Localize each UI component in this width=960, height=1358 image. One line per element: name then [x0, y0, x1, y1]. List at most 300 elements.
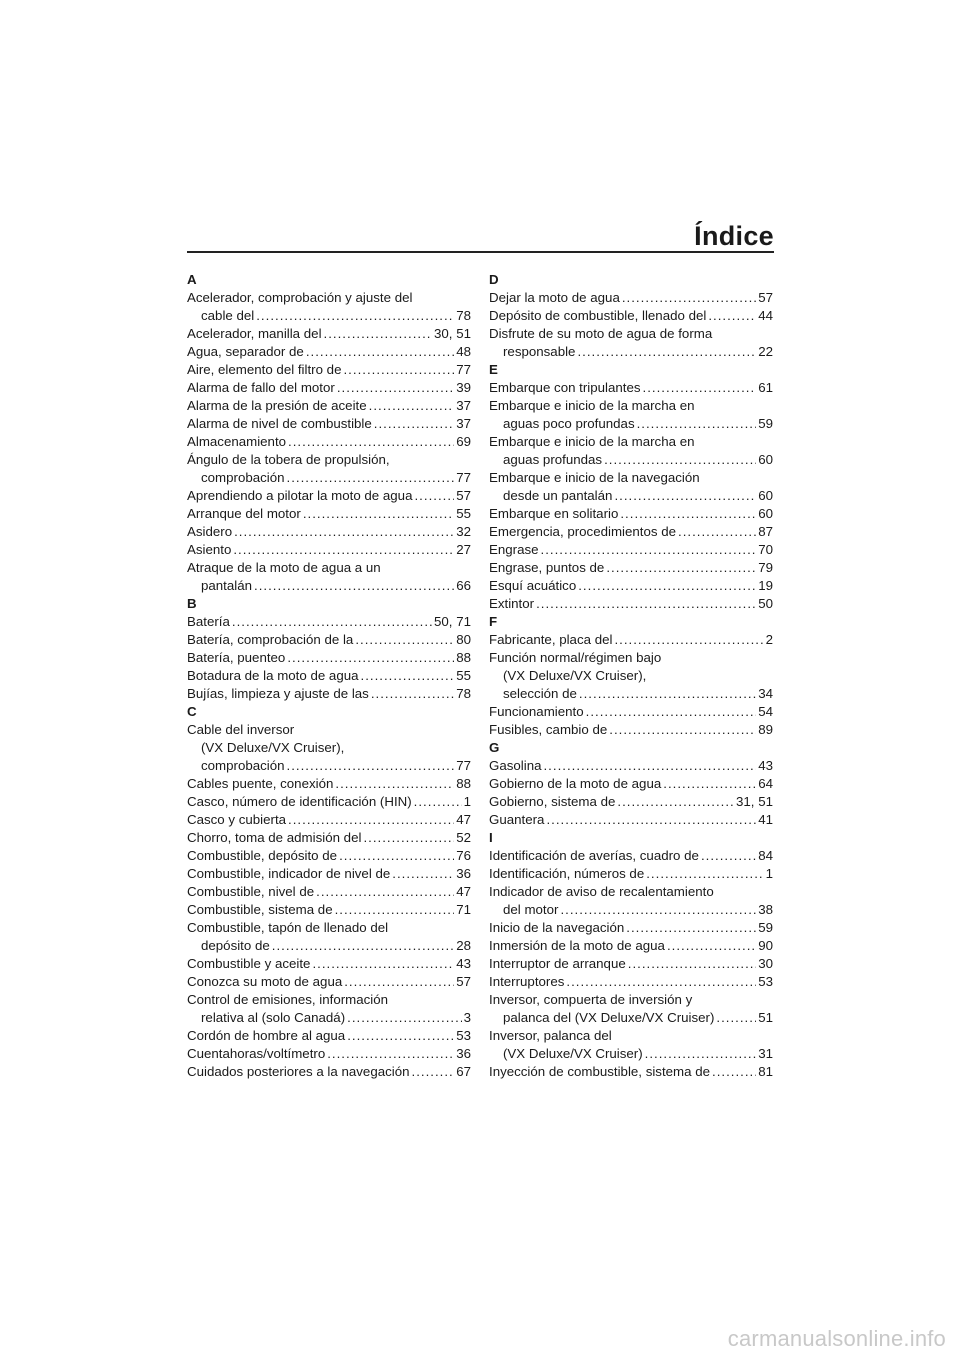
index-entry	[187, 685, 471, 703]
index-column-left	[187, 271, 471, 1081]
index-entry-line	[187, 523, 471, 541]
index-entry-text: aguas profundas	[503, 452, 603, 467]
dot-leader	[287, 469, 455, 487]
dot-leader	[303, 505, 454, 523]
dot-leader	[312, 955, 454, 973]
index-entry-line	[489, 1063, 773, 1081]
index-page-number: 39	[456, 380, 471, 395]
dot-leader	[622, 289, 756, 307]
dot-leader	[712, 1063, 756, 1081]
index-entry	[489, 523, 773, 541]
index-entry-line	[187, 613, 471, 631]
index-entry	[489, 631, 773, 649]
index-page-number: 59	[758, 920, 773, 935]
dot-leader	[306, 343, 454, 361]
index-entry-text: del motor	[503, 902, 559, 917]
index-entry-line	[489, 559, 773, 577]
index-page-number: 1	[463, 794, 471, 809]
watermark: carmanualsonline.info	[727, 1326, 946, 1351]
index-entry-line	[489, 703, 773, 721]
dot-leader	[614, 487, 756, 505]
index-page-number: 78	[456, 686, 471, 701]
index-page-number: 79	[758, 560, 773, 575]
index-entry-line	[489, 811, 773, 829]
index-page-number: 71	[456, 902, 471, 917]
index-entry-text: Alarma de la presión de aceite	[187, 398, 367, 413]
index-page-number: 55	[456, 668, 471, 683]
index-entry-text: Engrase, puntos de	[489, 560, 605, 575]
index-entry-line	[187, 307, 471, 325]
dot-leader	[560, 901, 756, 919]
index-entry-text: (VX Deluxe/VX Cruiser),	[503, 668, 647, 683]
dot-leader	[643, 379, 757, 397]
index-page-number: 55	[456, 506, 471, 521]
index-entry	[187, 379, 471, 397]
page-title: Índice	[694, 221, 774, 251]
index-entry-text: Combustible, depósito de	[187, 848, 338, 863]
index-entry-text: Cable del inversor	[187, 722, 295, 737]
index-entry-line	[489, 847, 773, 865]
index-entry-text: Embarque e inicio de la marcha en	[489, 434, 695, 449]
index-entry-line	[187, 379, 471, 397]
index-entry-line	[187, 415, 471, 433]
index-entry-text: comprobación	[201, 758, 285, 773]
index-letter-heading: C	[187, 704, 197, 719]
index-page-number: 64	[758, 776, 773, 791]
index-entry-text: depósito de	[201, 938, 270, 953]
index-page-number: 90	[758, 938, 773, 953]
index-entry	[489, 937, 773, 955]
dot-leader	[604, 451, 756, 469]
index-entry-line	[489, 1045, 773, 1063]
index-entry	[489, 379, 773, 397]
index-entry-text: Disfrute de su moto de agua de forma	[489, 326, 713, 341]
index-entry-text: Embarque en solitario	[489, 506, 619, 521]
index-page-number: 48	[456, 344, 471, 359]
index-entry-text: Dejar la moto de agua	[489, 290, 620, 305]
index-page-number: 36	[456, 1046, 471, 1061]
dot-leader	[626, 919, 756, 937]
index-entry-text: Depósito de combustible, llenado del	[489, 308, 707, 323]
index-entry-text: Atraque de la moto de agua a un	[187, 560, 381, 575]
index-entry-text: aguas poco profundas	[503, 416, 635, 431]
index-entry-line	[187, 505, 471, 523]
index-entry	[489, 973, 773, 991]
index-entry	[489, 577, 773, 595]
dot-leader	[546, 811, 756, 829]
index-letter-heading: B	[187, 596, 197, 611]
index-page-number: 60	[758, 452, 773, 467]
index-entry	[489, 757, 773, 775]
index-column-right	[489, 271, 773, 1081]
index-entry	[187, 397, 471, 415]
index-page-number: 37	[456, 398, 471, 413]
index-entry-line	[489, 415, 773, 433]
index-page-number: 80	[456, 632, 471, 647]
dot-leader	[254, 577, 454, 595]
index-page-number: 30, 51	[434, 326, 471, 341]
index-entry	[187, 649, 471, 667]
index-page-number: 3	[463, 1010, 471, 1025]
index-letter-heading: F	[489, 614, 498, 629]
dot-leader	[716, 1009, 756, 1027]
index-page-number: 61	[758, 380, 773, 395]
index-entry-line	[187, 1063, 471, 1081]
dot-leader	[369, 397, 455, 415]
index-entry-text: Batería, comprobación de la	[187, 632, 354, 647]
index-entry-line	[489, 451, 773, 469]
index-page-number: 87	[758, 524, 773, 539]
dot-leader	[614, 631, 763, 649]
index-page-number: 22	[758, 344, 773, 359]
dot-leader	[412, 1063, 455, 1081]
index-entry-line	[187, 865, 471, 883]
dot-leader	[327, 1045, 454, 1063]
index-entry-line	[489, 919, 773, 937]
index-entry-text: Embarque e inicio de la marcha en	[489, 398, 695, 413]
index-entry	[187, 829, 471, 847]
index-page-number: 31, 51	[736, 794, 773, 809]
index-entry-line	[187, 1045, 471, 1063]
index-entry	[187, 433, 471, 451]
index-entry-line	[187, 433, 471, 451]
index-entry-text: Batería	[187, 614, 230, 629]
index-entry	[187, 541, 471, 559]
index-entry-text: Guantera	[489, 812, 545, 827]
index-entry-line	[187, 649, 471, 667]
index-entry-line	[187, 325, 471, 343]
index-entry-line	[489, 757, 773, 775]
index-entry-line	[489, 577, 773, 595]
index-entry-text: Indicador de aviso de recalentamiento	[489, 884, 714, 899]
index-entry	[489, 721, 773, 739]
index-entry-text: Botadura de la moto de agua	[187, 668, 359, 683]
dot-leader	[371, 685, 454, 703]
index-entry-line	[187, 487, 471, 505]
dot-leader	[339, 847, 454, 865]
dot-leader	[324, 325, 432, 343]
index-entry-text: Alarma de fallo del motor	[187, 380, 335, 395]
index-entry	[187, 973, 471, 991]
index-entry	[187, 865, 471, 883]
index-entry-text: Asidero	[187, 524, 233, 539]
index-entry	[187, 289, 471, 325]
index-entry-text: desde un pantalán	[503, 488, 613, 503]
index-entry-line	[489, 595, 773, 613]
index-page-number: 77	[456, 470, 471, 485]
index-entry	[187, 361, 471, 379]
index-entry-line	[489, 523, 773, 541]
index-page-number: 57	[456, 974, 471, 989]
index-entry-text: Batería, puenteo	[187, 650, 286, 665]
index-entry-line	[187, 829, 471, 847]
index-entry	[489, 883, 773, 919]
index-entry-text: Interruptor de arranque	[489, 956, 626, 971]
index-entry-text: Inicio de la navegación	[489, 920, 625, 935]
index-entry-line	[187, 361, 471, 379]
dot-leader	[646, 865, 763, 883]
index-entry-text: Asiento	[187, 542, 232, 557]
dot-leader	[620, 505, 756, 523]
index-entry-text: Inversor, compuerta de inversión y	[489, 992, 693, 1007]
index-entry-text: Control de emisiones, información	[187, 992, 389, 1007]
index-entry	[187, 451, 471, 487]
index-page-number: 50	[758, 596, 773, 611]
index-entry-text: Fusibles, cambio de	[489, 722, 608, 737]
index-entry-text: Esquí acuático	[489, 578, 577, 593]
index-entry-text: Gobierno de la moto de agua	[489, 776, 662, 791]
index-entry	[489, 325, 773, 361]
index-entry-text: Engrase	[489, 542, 539, 557]
index-page-number: 28	[456, 938, 471, 953]
index-entry	[489, 703, 773, 721]
index-entry-text: (VX Deluxe/VX Cruiser)	[503, 1046, 643, 1061]
index-entry-text: Cuidados posteriores a la navegación	[187, 1064, 410, 1079]
index-page-number: 43	[456, 956, 471, 971]
index-entry	[489, 991, 773, 1027]
index-entry-text: cable del	[201, 308, 255, 323]
index-entry	[489, 775, 773, 793]
dot-leader	[288, 811, 454, 829]
index-entry-line	[489, 955, 773, 973]
index-entry	[489, 397, 773, 433]
dot-leader	[663, 775, 756, 793]
index-entry-text: Combustible, sistema de	[187, 902, 333, 917]
index-entry-line	[489, 307, 773, 325]
index-page-number: 88	[456, 776, 471, 791]
index-entry-text: (VX Deluxe/VX Cruiser),	[201, 740, 345, 755]
index-page-number: 30	[758, 956, 773, 971]
index-letter-heading: A	[187, 272, 197, 287]
index-entry-line	[187, 397, 471, 415]
index-entry-text: Combustible, nivel de	[187, 884, 315, 899]
dot-leader	[414, 793, 462, 811]
index-entry	[489, 847, 773, 865]
index-entry	[489, 811, 773, 829]
index-entry	[489, 289, 773, 307]
index-entry	[187, 919, 471, 955]
index-entry	[489, 505, 773, 523]
index-entry-text: Embarque con tripulantes	[489, 380, 641, 395]
index-page-number: 53	[456, 1028, 471, 1043]
index-entry	[187, 523, 471, 541]
index-entry-text: Inmersión de la moto de agua	[489, 938, 665, 953]
index-page-number: 36	[456, 866, 471, 881]
dot-leader	[606, 559, 756, 577]
index-entry	[489, 793, 773, 811]
index-entry	[489, 919, 773, 937]
dot-leader	[361, 667, 455, 685]
index-entry-text: Cordón de hombre al agua	[187, 1028, 346, 1043]
index-entry-line	[489, 343, 773, 361]
index-entry-text: selección de	[503, 686, 577, 701]
index-entry	[187, 415, 471, 433]
index-entry	[187, 901, 471, 919]
index-entry-line	[187, 847, 471, 865]
index-page-number: 2	[765, 632, 773, 647]
index-entry-line	[187, 775, 471, 793]
index-letter-heading: G	[489, 740, 500, 755]
dot-leader	[233, 541, 454, 559]
index-page-number: 60	[758, 506, 773, 521]
index-entry-text: Aprendiendo a pilotar la moto de agua	[187, 488, 413, 503]
index-entry-line	[187, 1009, 471, 1027]
index-entry	[489, 649, 773, 703]
dot-leader	[667, 937, 756, 955]
index-entry-text: Acelerador, comprobación y ajuste del	[187, 290, 413, 305]
index-page-number: 77	[456, 362, 471, 377]
index-entry-line	[187, 937, 471, 955]
index-entry-text: Bujías, limpieza y ajuste de las	[187, 686, 369, 701]
index-page-number: 41	[758, 812, 773, 827]
index-letter-heading: I	[489, 830, 493, 845]
index-entry-line	[187, 1027, 471, 1045]
dot-leader	[708, 307, 756, 325]
index-entry-line	[187, 973, 471, 991]
index-entry	[187, 1063, 471, 1081]
index-entry-text: Combustible, indicador de nivel de	[187, 866, 391, 881]
dot-leader	[374, 415, 454, 433]
index-entry	[187, 883, 471, 901]
index-entry	[187, 847, 471, 865]
index-page-number: 27	[456, 542, 471, 557]
index-page-number: 60	[758, 488, 773, 503]
index-entry-text: Inversor, palanca del	[489, 1028, 612, 1043]
dot-leader	[645, 1045, 757, 1063]
index-page-number: 47	[456, 812, 471, 827]
index-entry	[187, 775, 471, 793]
dot-leader	[232, 613, 432, 631]
index-page-number: 51	[758, 1010, 773, 1025]
dot-leader	[335, 901, 455, 919]
dot-leader	[579, 685, 756, 703]
dot-leader	[586, 703, 757, 721]
index-entry-text: comprobación	[201, 470, 285, 485]
dot-leader	[609, 721, 756, 739]
index-page-number: 59	[758, 416, 773, 431]
index-entry	[187, 343, 471, 361]
dot-leader	[637, 415, 757, 433]
dot-leader	[541, 541, 757, 559]
index-page-number: 70	[758, 542, 773, 557]
dot-leader	[344, 973, 454, 991]
index-entry	[187, 1045, 471, 1063]
index-page-number: 1	[765, 866, 773, 881]
index-entry-text: Combustible, tapón de llenado del	[187, 920, 389, 935]
dot-leader	[536, 595, 756, 613]
index-entry	[489, 955, 773, 973]
index-page-number: 69	[456, 434, 471, 449]
index-entry-line	[187, 955, 471, 973]
index-entry-text: Cables puente, conexión	[187, 776, 334, 791]
dot-leader	[234, 523, 454, 541]
index-entry-line	[187, 811, 471, 829]
dot-leader	[577, 343, 756, 361]
index-entry-text: Aire, elemento del filtro de	[187, 362, 342, 377]
index-entry-line	[489, 541, 773, 559]
index-page-number: 53	[758, 974, 773, 989]
index-entry-text: Ángulo de la tobera de propulsión,	[187, 452, 390, 467]
index-entry-text: Conozca su moto de agua	[187, 974, 343, 989]
index-entry-text: Identificación, números de	[489, 866, 645, 881]
dot-leader	[701, 847, 756, 865]
index-entry-line	[489, 685, 773, 703]
index-entry	[187, 325, 471, 343]
index-entry-line	[489, 937, 773, 955]
index-entry-line	[187, 541, 471, 559]
index-entry-text: Embarque e inicio de la navegación	[489, 470, 700, 485]
index-entry-text: pantalán	[201, 578, 253, 593]
index-letter-heading: D	[489, 272, 499, 287]
index-entry-text: Emergencia, procedimientos de	[489, 524, 676, 539]
index-page-number: 31	[758, 1046, 773, 1061]
index-entry	[489, 1063, 773, 1081]
index-entry-text: Interruptores	[489, 974, 565, 989]
index-entry	[489, 865, 773, 883]
index-entry	[489, 433, 773, 469]
dot-leader	[566, 973, 756, 991]
index-entry-text: Función normal/régimen bajo	[489, 650, 662, 665]
index-page-number: 81	[758, 1064, 773, 1079]
index-entry-text: palanca del (VX Deluxe/VX Cruiser)	[503, 1010, 715, 1025]
index-entry	[489, 307, 773, 325]
index-entry	[187, 811, 471, 829]
index-entry	[187, 1027, 471, 1045]
index-entry-line	[489, 379, 773, 397]
index-entry-line	[489, 973, 773, 991]
index-page-number: 54	[758, 704, 773, 719]
dot-leader	[337, 379, 454, 397]
dot-leader	[316, 883, 454, 901]
index-entry-line	[187, 631, 471, 649]
index-entry	[489, 1027, 773, 1063]
index-entry-line	[489, 721, 773, 739]
index-entry-line	[489, 1009, 773, 1027]
index-page-number: 50, 71	[434, 614, 471, 629]
index-page-number: 66	[456, 578, 471, 593]
index-entry	[187, 955, 471, 973]
index-entry-line	[489, 505, 773, 523]
dot-leader	[343, 361, 454, 379]
index-entry	[187, 631, 471, 649]
index-entry-text: Funcionamiento	[489, 704, 584, 719]
index-page-number: 44	[758, 308, 773, 323]
index-page-number: 32	[456, 524, 471, 539]
index-entry-text: Almacenamiento	[187, 434, 287, 449]
index-entry-text: Fabricante, placa del	[489, 632, 613, 647]
index-entry	[187, 613, 471, 631]
index-entry-text: Arranque del motor	[187, 506, 301, 521]
index-entry-line	[489, 487, 773, 505]
index-entry-line	[187, 685, 471, 703]
index-entry-text: Gasolina	[489, 758, 542, 773]
index-page-number: 38	[758, 902, 773, 917]
index-entry	[187, 721, 471, 775]
dot-leader	[287, 649, 454, 667]
index-page-number: 57	[456, 488, 471, 503]
index-entry-line	[489, 631, 773, 649]
index-entry-line	[187, 667, 471, 685]
index-entry-text: Acelerador, manilla del	[187, 326, 322, 341]
index-page-number: 43	[758, 758, 773, 773]
index-entry	[187, 793, 471, 811]
index-entry	[489, 559, 773, 577]
index-entry	[187, 667, 471, 685]
index-entry-text: Cuentahoras/voltímetro	[187, 1046, 326, 1061]
index-entry-line	[489, 793, 773, 811]
dot-leader	[543, 757, 756, 775]
index-entry-text: Agua, separador de	[187, 344, 304, 359]
